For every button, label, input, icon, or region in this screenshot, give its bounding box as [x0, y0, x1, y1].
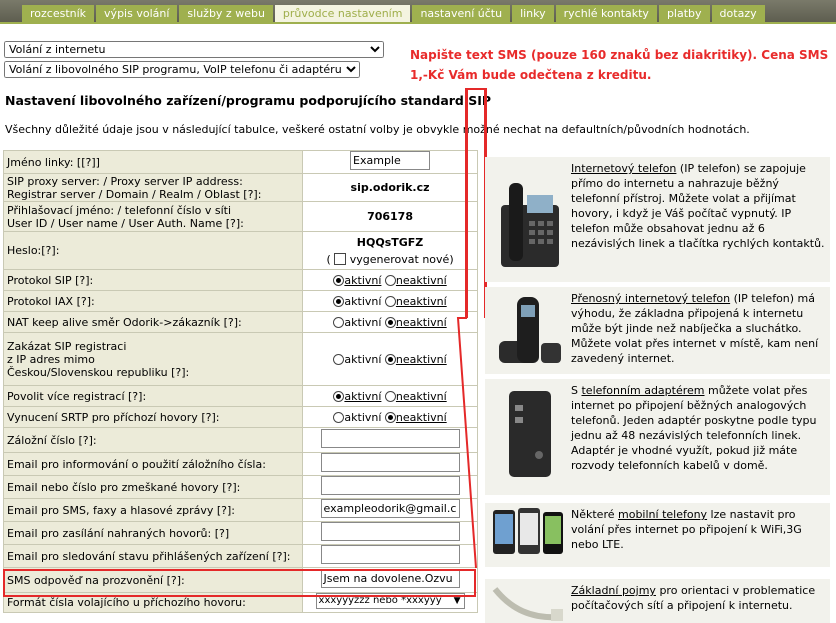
info-link[interactable]: Základní pojmy — [571, 584, 656, 597]
settings-table — [3, 150, 478, 613]
tab-sluzby-z-webu[interactable]: služby z webu — [179, 5, 273, 22]
forbid-active-radio[interactable] — [333, 354, 344, 365]
help-link[interactable]: [?] — [272, 549, 287, 563]
help-link[interactable]: [?] — [243, 187, 258, 201]
info-text: můžete volat přes internet po připojení běžných analogových telefonů. Jeden adaptér poskytne podle typu jednu až 48 nezávislých telefonních linek. Adaptér je vhodné využít, pokud již máte rozvody telefonních kabelů v domě. — [571, 384, 817, 472]
srtp-inactive-radio[interactable] — [385, 412, 396, 423]
radio-label: neaktivní — [395, 389, 447, 403]
info-text: (IP telefon) se zapojuje přímo do internetu a nahrazuje běžný telefonní přístroj. Můžete volat a přijímat hovory, i když je Váš počítač vypnutý. IP telefon může obsahovat jednu až 6 nezávislých linek a tlačítka rychlých kontaktů. — [571, 162, 825, 250]
info-text: lze nastavit pro volání přes internet po připojení k WiFi,3G nebo LTE. — [571, 508, 802, 551]
table-row — [4, 453, 478, 476]
chevron-down-icon: ▼ — [453, 596, 461, 606]
radio-label: aktivní — [344, 315, 382, 329]
info-text: S — [571, 384, 582, 397]
status-email-label: Email pro sledování stavu přihlášených zařízení — [7, 549, 269, 563]
iax-label: Protokol IAX — [7, 294, 74, 308]
tab-underline — [0, 22, 836, 24]
backup-number-label: Záložní číslo — [7, 433, 75, 447]
help-link[interactable]: [?] — [76, 294, 91, 308]
sms-email-label: Email pro SMS, faxy a hlasové zprávy — [7, 503, 214, 517]
cordless-phone-icon — [491, 291, 566, 371]
proxy-value: sip.odorik.cz — [303, 174, 478, 202]
number-format-select[interactable] — [316, 593, 465, 609]
line-name-label: Jméno linky — [7, 155, 70, 169]
info-box-portable-phone — [485, 287, 830, 374]
iax-inactive-radio[interactable] — [385, 296, 396, 307]
help-link[interactable]: [?] — [166, 573, 182, 587]
table-row: Povolit více registrací [?]: aktivní neaktivní — [4, 386, 478, 407]
table-row: Email pro sledování stavu přihlášených zařízení [?]: — [4, 545, 478, 568]
radio-label: neaktivní — [395, 352, 447, 366]
forbid-label-2: z IP adres mimo — [7, 352, 95, 366]
missed-email-input[interactable] — [321, 476, 460, 495]
table-row: Email nebo číslo pro zmeškané hovory [?]: — [4, 476, 478, 499]
info-link[interactable]: mobilní telefony — [618, 508, 708, 521]
table-row: Heslo:[?]: HQQsTGFZ ( vygenerovat nové) — [4, 232, 478, 270]
forbid-label-3: Českou/Slovenskou republiku — [7, 365, 168, 379]
help-link[interactable]: [?] — [214, 526, 230, 540]
multi-reg-label: Povolit více registrací — [7, 389, 125, 403]
info-text: (IP telefon) má výhodu, že základna připojená k internetu může být jinde než nabíječka a sluchátko. Můžete volat přes internet v místě, kam není zavedený internet. — [571, 292, 819, 365]
info-link[interactable]: Přenosný internetový telefon — [571, 292, 731, 305]
help-link[interactable]: [?] — [223, 315, 238, 329]
generate-label: vygenerovat nové — [349, 252, 450, 266]
tab-dotazy[interactable]: dotazy — [712, 5, 765, 22]
ip-phone-icon — [491, 165, 566, 277]
srtp-label: Vynucení SRTP pro příchozí hovory — [7, 410, 198, 424]
radio-label: neaktivní — [395, 273, 447, 287]
radio-label: aktivní — [344, 352, 382, 366]
help-link[interactable]: [?] — [171, 365, 186, 379]
table-row: NAT keep alive směr Odorik->zákazník [?]: aktivní neaktivní — [4, 312, 478, 333]
table-row: Protokol IAX [?]: aktivní neaktivní — [4, 291, 478, 312]
radio-label: neaktivní — [395, 294, 447, 308]
help-link-text[interactable]: [?] — [81, 155, 96, 169]
help-link[interactable]: [?] — [78, 433, 93, 447]
sms-reply-label: SMS odpověď na prozvonění — [7, 573, 164, 587]
mobile-phones-icon — [491, 506, 566, 564]
forbid-inactive-radio[interactable] — [385, 354, 396, 365]
radio-label: neaktivní — [395, 315, 447, 329]
help-link[interactable]: [?] — [222, 480, 237, 494]
missed-email-label: Email nebo číslo pro zmeškané hovory — [7, 480, 219, 494]
info-link[interactable]: telefonním adaptérem — [581, 384, 705, 397]
tab-rychle-kontakty[interactable]: rychlé kontakty — [556, 5, 657, 22]
tab-rozcestnik[interactable]: rozcestník — [22, 5, 94, 22]
help-link[interactable]: [?] — [201, 410, 216, 424]
tab-nastaveni-uctu[interactable]: nastavení účtu — [412, 5, 510, 22]
sms-notice: Napište text SMS (pouze 160 znaků bez diakritiky). Cena SMS 1,-Kč Vám bude odečtena z kreditu. — [410, 48, 829, 82]
info-box-basics — [485, 579, 830, 623]
proxy-label-1: SIP proxy server: / Proxy server IP address: — [7, 174, 243, 188]
help-link[interactable]: [[?]] — [76, 155, 100, 169]
line-name-input[interactable]: Example — [350, 151, 430, 170]
info-text: Některé — [571, 508, 618, 521]
number-format-label: Formát čísla volajícího u příchozího hovoru: — [4, 593, 303, 613]
multi-reg-active-radio[interactable] — [333, 391, 344, 402]
number-format-value: xxxyyyzzz nebo *xxxyyy — [318, 595, 442, 606]
table-row: Email pro SMS, faxy a hlasové zprávy [?]: exampleodorik@gmail.c — [4, 499, 478, 522]
info-box-mobile — [485, 503, 830, 567]
table-row: Zakázat SIP registraci z IP adres mimo Českou/Slovenskou republiku [?]: aktivní neaktivní — [4, 333, 478, 386]
table-row: SIP proxy server: / Proxy server IP address: Registrar server / Domain / Realm / Oblast [?]: sip.odorik.cz — [4, 174, 478, 202]
table-row: SMS odpověď na prozvonění [?]: Jsem na dovolene.Ozvu — [4, 568, 478, 593]
forbid-label-1: Zakázat SIP registraci — [7, 339, 127, 353]
help-link[interactable]: [?] — [41, 244, 56, 257]
status-email-input[interactable] — [321, 545, 460, 564]
iax-active-radio[interactable] — [333, 296, 344, 307]
tab-vypis-volani[interactable]: výpis volání — [96, 5, 177, 22]
radio-label: neaktivní — [395, 410, 447, 424]
adapter-icon — [491, 385, 566, 485]
nat-active-radio[interactable] — [333, 317, 344, 328]
nat-inactive-radio[interactable] — [385, 317, 396, 328]
sms-email-input[interactable]: exampleodorik@gmail.c — [321, 499, 460, 518]
help-link[interactable]: [?] — [216, 503, 232, 517]
cable-icon — [491, 579, 566, 623]
sms-reply-input[interactable]: Jsem na dovolene.Ozvu — [321, 569, 460, 588]
tab-pruvodce-nastavenim[interactable]: průvodce nastavením — [275, 5, 411, 22]
password-label: Heslo: — [7, 244, 42, 257]
password-value: HQQsTGFZ — [356, 235, 424, 249]
radio-label: aktivní — [344, 294, 382, 308]
login-value: 706178 — [303, 202, 478, 232]
tab-platby[interactable]: platby — [659, 5, 710, 22]
sip-inactive-radio[interactable] — [385, 275, 396, 286]
top-navigation-bar — [0, 0, 836, 24]
table-row — [4, 522, 478, 545]
multi-reg-inactive-radio[interactable] — [385, 391, 396, 402]
proxy-label-2: Registrar server / Domain / Realm / Oblast — [7, 187, 240, 201]
call-type-select[interactable] — [4, 41, 384, 58]
recording-email-label: Email pro zasílání nahraných hovorů: — [7, 526, 212, 540]
radio-label: aktivní — [344, 389, 382, 403]
info-text: pro orientaci v problematice počítačových sítí a připojení k internetu. — [571, 584, 816, 612]
help-link[interactable]: [?] — [75, 273, 90, 287]
recording-email-input[interactable] — [321, 522, 460, 541]
help-link[interactable]: [?] — [128, 389, 143, 403]
radio-label: aktivní — [344, 273, 382, 287]
info-box-ip-phone — [485, 157, 830, 282]
info-link[interactable]: Internetový telefon — [571, 162, 677, 175]
tab-list — [22, 5, 767, 22]
login-label-1: Přihlašovací jméno: / telefonní číslo v síti — [7, 203, 232, 217]
nat-label: NAT keep alive směr Odorik->zákazník — [7, 315, 221, 329]
radio-label: aktivní — [344, 410, 382, 424]
help-link[interactable]: [?] — [225, 216, 241, 230]
table-row: Jméno linky: [[?]] Example — [4, 151, 478, 174]
intro-text: Všechny důležité údaje jsou v následující tabulce, veškeré ostatní volby je obvykle možné nechat na defaultních/původních hodnotách. — [5, 123, 750, 136]
page-title: Nastavení libovolného zařízení/programu podporujícího standard SIP — [5, 93, 492, 108]
table-row: Protokol SIP [?]: aktivní neaktivní — [4, 270, 478, 291]
sip-label: Protokol SIP — [7, 273, 72, 287]
sip-active-radio[interactable] — [333, 275, 344, 286]
table-row: Vynucení SRTP pro příchozí hovory [?]: aktivní neaktivní — [4, 407, 478, 428]
backup-email-label: Email pro informování o použití záložního čísla: — [4, 453, 303, 476]
table-row: Záložní číslo [?]: — [4, 428, 478, 453]
backup-number-input[interactable] — [321, 429, 460, 448]
info-box-adapter — [485, 379, 830, 495]
table-row — [4, 593, 478, 613]
generate-checkbox[interactable] — [334, 253, 346, 265]
device-type-select[interactable] — [4, 61, 360, 78]
tab-linky[interactable]: linky — [512, 5, 554, 22]
table-row: Přihlašovací jméno: / telefonní číslo v síti User ID / User name / User Auth. Name [?]: 706178 — [4, 202, 478, 232]
srtp-active-radio[interactable] — [333, 412, 344, 423]
backup-email-input[interactable] — [321, 453, 460, 472]
login-label-2: User ID / User name / User Auth. Name — [7, 216, 223, 230]
